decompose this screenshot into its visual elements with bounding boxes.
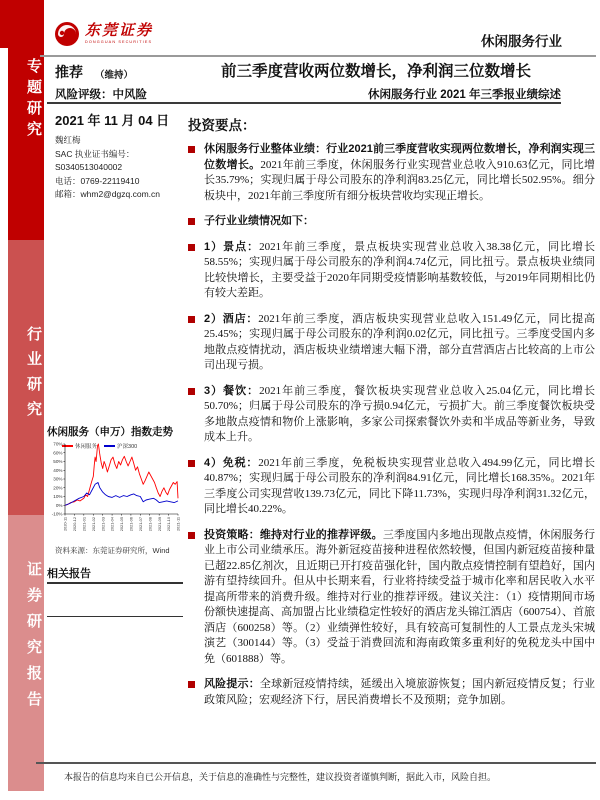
svg-text:2021-02: 2021-02 — [90, 517, 96, 532]
risk-rating: 风险评级：中风险 — [55, 89, 147, 101]
banner-label-industry-research: 行业研究 — [25, 326, 42, 426]
point-lead: 投资策略：维持对行业的推荐评级。 — [204, 528, 383, 541]
svg-text:-10%: -10% — [51, 511, 63, 517]
banner-label-securities-report: 证券研究报告 — [25, 561, 42, 717]
analyst-phone: 电话：0769-22119410 — [55, 175, 140, 186]
bullet-square-icon — [188, 388, 195, 395]
bullet-square-icon — [188, 316, 195, 323]
svg-text:2021-10: 2021-10 — [166, 517, 172, 532]
rating-note: （维持） — [95, 70, 134, 81]
svg-text:2021-09: 2021-09 — [156, 517, 162, 532]
svg-text:2021-08: 2021-08 — [147, 517, 153, 532]
analyst-name: 魏红梅 — [55, 135, 81, 145]
svg-text:2021-06: 2021-06 — [128, 517, 134, 532]
svg-text:0%: 0% — [55, 502, 63, 508]
point-body: 全球新冠疫情持续，延缓出入境旅游恢复；国内新冠疫情反复；行业政策风险；宏观经济下行，居民消费增长不及预期；竞争加剧。 — [204, 678, 596, 706]
brand-name-en: DONGGUAN SECURITIES — [85, 39, 153, 44]
chart-title: 休闲服务（申万）指数走势 — [47, 426, 173, 438]
footer-divider — [36, 762, 596, 764]
rating-label: 推荐 — [55, 64, 83, 80]
chart-source: 资料来源：东莞证券研究所，Wind — [55, 546, 170, 555]
point-body: 2021年前三季度，餐饮板块实现营业总收入25.04亿元，同比增长50.70%；归属于母公司股东的净亏损0.94亿元，亏损扩大。前三季度餐饮板块受多地散点疫情和物价上涨影响，多家公司探索餐饮外卖和半成品等新业务，导致成本上升。 — [204, 384, 595, 443]
related-reports-divider-top — [47, 582, 183, 584]
point-lead: 休闲服务行业整体业绩：行业2021前三季度营收实现两位数增长，净利润实现三位数增长。 — [204, 143, 595, 171]
point-body: 2021年前三季度，景点板块实现营业总收入38.38亿元，同比增长58.55%；实现归属于母公司股东的净利润4.74亿元，同比扭亏。景点板块业绩同比较快增长，主要受益于2020年同期受疫情影响基数较低，与2019年同期相比仍有较大差距。 — [204, 240, 595, 299]
brand-name-cn: 东莞证券 — [85, 22, 154, 39]
brand-logo-icon — [54, 21, 80, 47]
key-point-subsectors — [188, 214, 595, 230]
point-lead: 2）酒店： — [204, 312, 259, 325]
bullet-square-icon — [188, 218, 195, 225]
report-title: 前三季度营收两位数增长，净利润三位数增长 — [220, 63, 531, 80]
point-lead: 3）餐饮： — [204, 384, 260, 397]
key-point-catering — [188, 384, 595, 446]
svg-text:40%: 40% — [53, 467, 63, 473]
bullet-square-icon — [188, 244, 195, 251]
analyst-block — [55, 134, 160, 202]
banner-corner-block — [0, 0, 44, 48]
svg-text:30%: 30% — [53, 476, 63, 482]
analyst-sac-number: S0340513040002 — [55, 162, 123, 172]
svg-text:70%: 70% — [53, 441, 63, 447]
report-date: 2021 年 11 月 04 日 — [55, 113, 170, 128]
svg-text:2021-07: 2021-07 — [137, 517, 143, 532]
bullet-square-icon — [188, 681, 195, 688]
svg-text:2021-04: 2021-04 — [109, 517, 115, 532]
point-lead: 4）免税： — [204, 456, 259, 469]
svg-text:20%: 20% — [53, 485, 63, 491]
index-trend-chart — [45, 438, 183, 540]
key-points-heading: 投资要点： — [188, 118, 256, 133]
bullet-square-icon — [188, 146, 195, 153]
main-content — [188, 114, 595, 718]
key-point-strategy — [188, 528, 595, 668]
point-body: 2021年前三季度，免税板块实现营业总收入494.99亿元，同比增长40.87%；实现归属于母公司股东的净利润84.91亿元，同比增长168.35%。2021年三季度公司实现营收139.73亿元，同比下降11.73%，实现归母净利润31.32亿元，同比增长40.22%。 — [204, 456, 596, 515]
footer-disclaimer: 本报告的信息均来自已公开信息，关于信息的准确性与完整性，建议投资者谨慎判断，据此入市，风险自担。 — [64, 772, 497, 782]
svg-text:60%: 60% — [53, 450, 63, 456]
industry-label: 休闲服务行业 — [481, 34, 562, 49]
title-divider — [47, 102, 561, 104]
point-body: 三季度国内多地出现散点疫情，休闲服务行业上市公司业绩承压。海外新冠疫苗接种进程依然较慢，但国内新冠疫苗接种量已超22.85亿剂次，且近期已开打疫苗强化针，国内散点疫情控制有望趋好，国内游有望持续回升。但从中长期来看，行业将持续受益于城市化率和居民收入水平提高所带来的消费升级。维持对行业的推荐评级。建议关注：（1）疫情期间市场份额快速提高、高加盟占比业绩稳定性较好的酒店龙头锦江酒店（600754）、首旅酒店（600258）等。（2）业绩弹性较好，具有较高可复制性的人工景点龙头宋城演艺（300144）等。（3）受益于消费回流和海南政策多重利好的免税龙头中国中免（601888）等。 — [204, 528, 596, 665]
key-point-dutyfree — [188, 456, 595, 518]
brand-logo — [54, 21, 153, 47]
point-lead: 子行业业绩情况如下： — [204, 215, 314, 227]
analyst-email: 邮箱：whm2@dgzq.com.cn — [55, 189, 160, 199]
report-subtitle: 休闲服务行业 2021 年三季报业绩综述 — [368, 89, 561, 101]
key-point-risk — [188, 677, 595, 708]
svg-text:50%: 50% — [53, 459, 63, 465]
related-reports-divider-bottom — [47, 616, 183, 617]
related-reports-title: 相关报告 — [47, 568, 91, 580]
analyst-sac-label: SAC 执业证书编号： — [55, 148, 135, 159]
key-point-overall — [188, 142, 595, 204]
bullet-square-icon — [188, 460, 195, 467]
banner-label-special-research: 专题研究 — [25, 58, 42, 142]
key-point-hotel — [188, 312, 595, 374]
svg-text:10%: 10% — [53, 494, 63, 500]
svg-text:2020-11: 2020-11 — [62, 517, 68, 531]
svg-text:2021-03: 2021-03 — [100, 517, 106, 532]
svg-text:2021-01: 2021-01 — [81, 517, 87, 532]
key-point-scenic — [188, 240, 595, 302]
bullet-square-icon — [188, 532, 195, 539]
svg-text:2021-05: 2021-05 — [119, 517, 125, 532]
legend-label-hs300: 沪深300 — [117, 444, 138, 450]
header-divider — [40, 55, 596, 57]
svg-text:2021-11: 2021-11 — [175, 517, 181, 531]
point-body: 2021年前三季度，酒店板块实现营业总收入151.49亿元，同比提高25.45%；实现归属于母公司股东的净利润0.02亿元，同比扭亏。三季度受国内多地散点疫情扰动，酒店板块业绩增速大幅下滑，部分直营酒店占比较高的上市公司出现亏损。 — [204, 312, 596, 371]
key-points-list — [188, 142, 595, 708]
point-lead: 风险提示： — [204, 678, 260, 690]
svg-text:2020-12: 2020-12 — [72, 517, 78, 532]
point-lead: 1）景点： — [204, 240, 260, 253]
legend-label-leisure: 休闲服务 — [75, 444, 98, 450]
point-body: 2021年前三季度，休闲服务行业实现营业总收入910.63亿元，同比增长35.79%；实现归属于母公司股东的净利润83.25亿元，同比增长502.95%。细分板块中，2021年前三季度所有细分板块营收均实现正增长。 — [204, 158, 596, 202]
